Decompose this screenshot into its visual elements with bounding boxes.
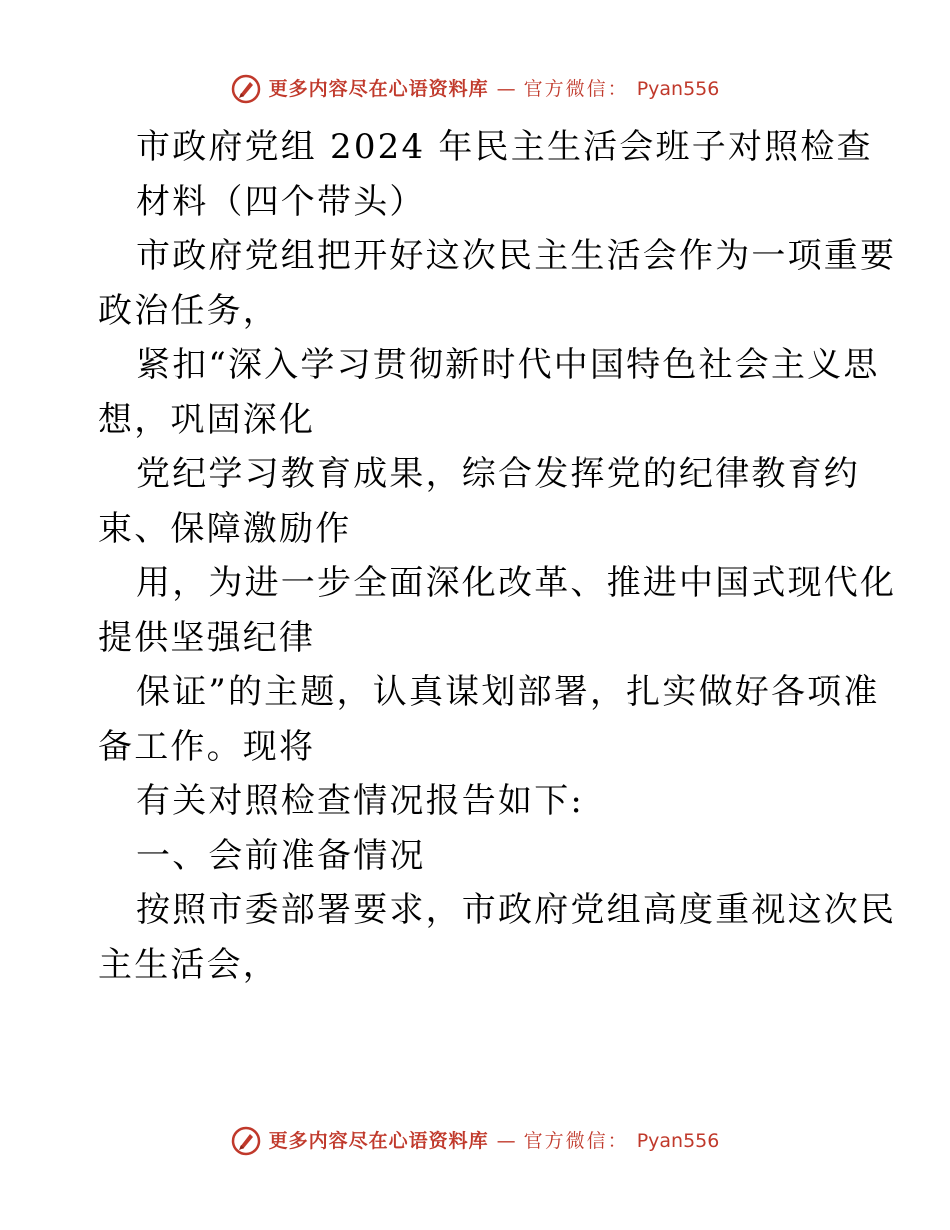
- document-line: 材料（四个带头）: [136, 181, 426, 222]
- pen-nib-circle-icon: [231, 1126, 261, 1156]
- document-line: 一、会前准备情况: [136, 835, 426, 876]
- watermark-wechat-id: Pyan556: [636, 1130, 720, 1152]
- document-line: 备工作。现将: [98, 726, 316, 767]
- document-line: 提供坚强纪律: [98, 617, 316, 658]
- pen-nib-circle-icon: [231, 74, 261, 104]
- footer-watermark: [0, 1126, 950, 1156]
- document-line: 保证”的主题，认真谋划部署，扎实做好各项准: [136, 672, 880, 712]
- watermark-wechat-label: 官方微信：: [523, 78, 629, 100]
- watermark-site-text: 更多内容尽在心语资料库: [268, 78, 489, 100]
- document-line: 主生活会，: [98, 944, 279, 985]
- document-line: 党纪学习教育成果，综合发挥党的纪律教育约: [136, 454, 860, 494]
- document-line: 束、保障激励作: [98, 508, 352, 549]
- document-line: 政治任务，: [98, 290, 279, 331]
- watermark-site-text: 更多内容尽在心语资料库: [268, 1130, 489, 1152]
- document-line: 用，为进一步全面深化改革、推进中国式现代化: [136, 563, 897, 603]
- watermark-wechat-label: 官方微信：: [523, 1130, 629, 1152]
- watermark-dash: —: [496, 1130, 516, 1152]
- document-line: 有关对照检查情况报告如下:: [136, 781, 585, 821]
- document-line: 市政府党组 2024 年民主生活会班子对照检查: [136, 127, 873, 167]
- document-line: 紧扣“深入学习贯彻新时代中国特色社会主义思: [136, 345, 880, 385]
- document-line: 按照市委部署要求，市政府党组高度重视这次民: [136, 890, 897, 930]
- header-watermark: [0, 74, 950, 104]
- document-line: 想，巩固深化: [98, 399, 316, 440]
- watermark-wechat-id: Pyan556: [636, 78, 720, 100]
- document-line: 市政府党组把开好这次民主生活会作为一项重要: [136, 236, 897, 276]
- watermark-dash: —: [496, 78, 516, 100]
- document-body: [98, 120, 897, 992]
